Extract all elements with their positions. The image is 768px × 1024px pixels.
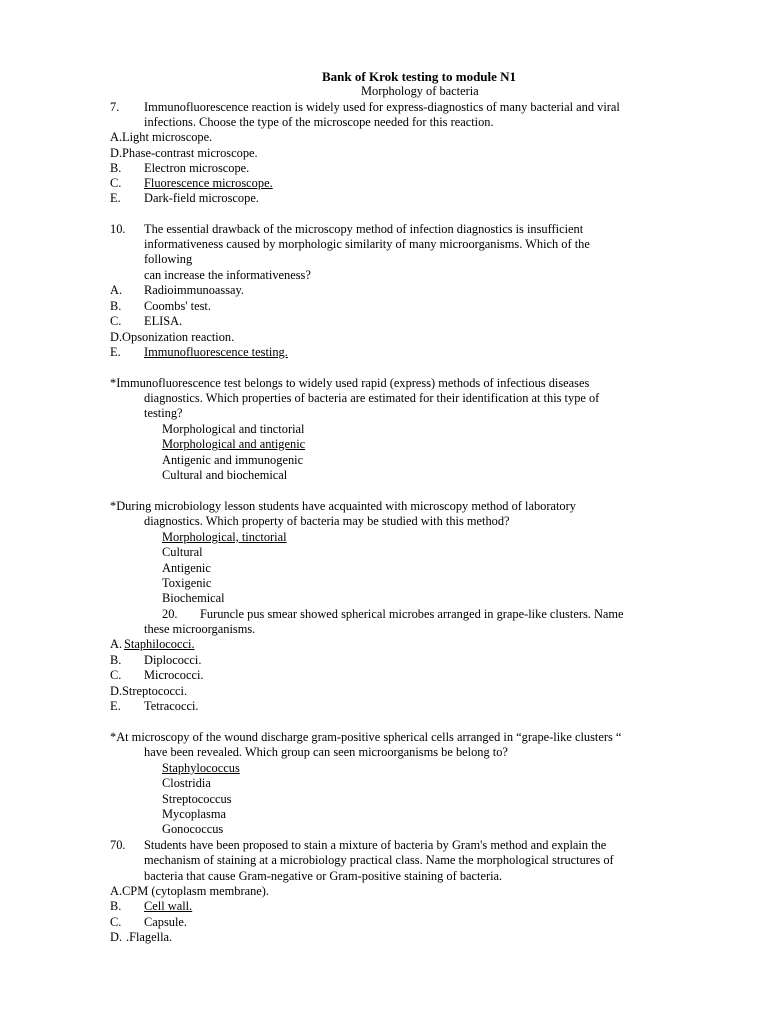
question-text: following — [144, 252, 193, 266]
option: Cultural and biochemical — [162, 468, 288, 482]
question-text: infections. Choose the type of the microscope needed for this reaction. — [144, 115, 494, 129]
option-c-label: C. — [110, 176, 122, 190]
question-text: bacteria that cause Gram-negative or Gram-positive staining of bacteria. — [144, 869, 503, 883]
question-text: these microorganisms. — [144, 622, 256, 636]
option: Streptococcus — [162, 792, 232, 806]
option-a: A.Light microscope. — [110, 130, 213, 144]
option: Cultural — [162, 545, 203, 559]
question-number: 20. — [162, 607, 178, 621]
question-text: diagnostics. Which properties of bacteria are estimated for their identification at this type of — [144, 391, 600, 405]
option-b-label: B. — [110, 299, 122, 313]
option-correct: Morphological, tinctorial — [162, 530, 287, 544]
option: Biochemical — [162, 591, 225, 605]
option-b-label: B. — [110, 653, 122, 667]
option-correct: Morphological and antigenic — [162, 437, 306, 451]
document-subtitle: Morphology of bacteria — [361, 84, 479, 98]
option: Toxigenic — [162, 576, 212, 590]
option-b-correct: Cell wall. — [144, 899, 193, 913]
question-text: *At microscopy of the wound discharge gram-positive spherical cells arranged in “grape-like clusters “ — [110, 730, 622, 744]
option-correct: Staphylococcus — [162, 761, 240, 775]
question-text: *During microbiology lesson students have acquainted with microscopy method of laboratory — [110, 499, 576, 513]
question-text: Immunofluorescence reaction is widely used for express-diagnostics of many bacterial and viral — [144, 100, 620, 114]
option-b: Diplococci. — [144, 653, 202, 667]
option-c-correct: Fluorescence microscope. — [144, 176, 273, 190]
option-d-label: D. — [110, 930, 123, 944]
option: Antigenic and immunogenic — [162, 453, 304, 467]
option-b-label: B. — [110, 899, 122, 913]
option-b-label: B. — [110, 161, 122, 175]
question-number: 70. — [110, 838, 126, 852]
option-a: Radioimmunoassay. — [144, 283, 245, 297]
question-text: can increase the informativeness? — [144, 268, 311, 282]
option-e: Tetracocci. — [144, 699, 199, 713]
option: Gonococcus — [162, 822, 224, 836]
option: Clostridia — [162, 776, 211, 790]
option-b: Coombs' test. — [144, 299, 211, 313]
question-text: informativeness caused by morphologic similarity of many microorganisms. Which of the — [144, 237, 590, 251]
question-number: 7. — [110, 100, 120, 114]
question-text: diagnostics. Which property of bacteria may be studied with this method? — [144, 514, 510, 528]
option-a: A.CPM (cytoplasm membrane). — [110, 884, 269, 898]
option-c-label: C. — [110, 915, 122, 929]
option: Morphological and tinctorial — [162, 422, 305, 436]
question-text: *Immunofluorescence test belongs to widely used rapid (express) methods of infectious diseases — [110, 376, 590, 390]
option-a-correct: Staphilococci. — [124, 637, 195, 651]
question-text: mechanism of staining at a microbiology practical class. Name the morphological structures of — [144, 853, 614, 867]
option-a-label: A. — [110, 637, 123, 651]
question-text: Furuncle pus smear showed spherical microbes arranged in grape-like clusters. Name — [200, 607, 624, 621]
option-c: ELISA. — [144, 314, 183, 328]
question-number: 10. — [110, 222, 126, 236]
option-e-label: E. — [110, 345, 121, 359]
option-d: D.Phase-contrast microscope. — [110, 146, 258, 160]
option-e-label: E. — [110, 699, 121, 713]
option-c: Micrococci. — [144, 668, 204, 682]
document-title: Bank of Krok testing to module N1 — [322, 69, 517, 84]
option: Mycoplasma — [162, 807, 227, 821]
option-c-label: C. — [110, 668, 122, 682]
option-d: D.Opsonization reaction. — [110, 330, 235, 344]
option-c-label: C. — [110, 314, 122, 328]
option-e-correct: Immunofluorescence testing. — [144, 345, 288, 359]
option: Antigenic — [162, 561, 211, 575]
option-b: Electron microscope. — [144, 161, 250, 175]
option-e-label: E. — [110, 191, 121, 205]
question-text: The essential drawback of the microscopy method of infection diagnostics is insufficient — [144, 222, 584, 236]
option-a-label: A. — [110, 283, 123, 297]
question-text: have been revealed. Which group can seen microorganisms be belong to? — [144, 745, 508, 759]
option-e: Dark-field microscope. — [144, 191, 259, 205]
question-text: Students have been proposed to stain a mixture of bacteria by Gram's method and explain the — [144, 838, 607, 852]
question-text: testing? — [144, 406, 183, 420]
option-d: D.Streptococci. — [110, 684, 188, 698]
option-c: Capsule. — [144, 915, 188, 929]
option-d: .Flagella. — [126, 930, 173, 944]
